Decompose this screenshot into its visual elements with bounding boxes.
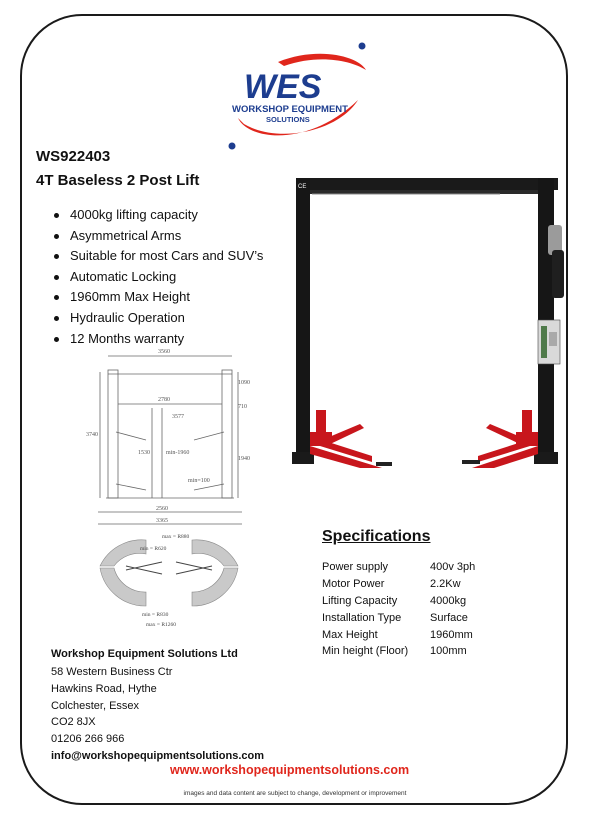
pump-tank: [552, 250, 564, 298]
feature-item: 12 Months warranty: [36, 329, 263, 350]
spec-row: [320, 593, 475, 610]
top-beam: [296, 178, 558, 190]
ce-mark: CE: [298, 184, 307, 190]
product-title: 4T Baseless 2 Post Lift: [36, 172, 200, 189]
feature-item: Asymmetrical Arms: [36, 226, 263, 247]
dim-d3: 1940: [238, 456, 250, 462]
spec-label: Power supply: [322, 561, 389, 574]
dim-height: 3740: [86, 432, 98, 438]
product-code: WS922403: [36, 148, 111, 165]
dim-d4: 1530: [138, 450, 150, 456]
spec-label: Motor Power: [322, 578, 385, 591]
left-post: [296, 178, 310, 464]
dim-mid: 3577: [172, 414, 184, 420]
company-name: Workshop Equipment Solutions Ltd: [51, 648, 238, 660]
logo-dot-bottom: [229, 143, 236, 150]
feature-item: 1960mm Max Height: [36, 287, 263, 308]
disclaimer: images and data content are subject to change, development or improvement: [183, 790, 407, 797]
spec-value: 2.2Kw: [430, 578, 461, 591]
feature-item: 4000kg lifting capacity: [36, 205, 263, 226]
spec-value: 400v 3ph: [430, 561, 476, 574]
specifications-heading: Specifications: [322, 528, 431, 545]
wes-logo: [218, 40, 376, 152]
dim-d1: 1090: [238, 380, 250, 386]
company-email[interactable]: info@workshopequipmentsolutions.com: [51, 750, 265, 762]
logo-dot-top: [359, 43, 366, 50]
spec-label: Lifting Capacity: [322, 594, 398, 607]
dim-base: 2560: [156, 506, 168, 512]
address-line: Colchester, Essex: [51, 699, 140, 712]
spec-value: 1960mm: [430, 628, 473, 641]
radius-max-r1260: max = R1260: [146, 622, 176, 628]
spec-value: Surface: [430, 611, 468, 624]
specifications-table: [320, 559, 475, 660]
technical-drawing: [86, 344, 266, 634]
lift-illustration: [282, 170, 572, 470]
radius-min-r620: min = R620: [140, 546, 167, 552]
feature-item: Automatic Locking: [36, 267, 263, 288]
spec-label: Max Height: [322, 628, 378, 641]
company-website[interactable]: www.workshopequipmentsolutions.com: [170, 763, 410, 777]
dim-d5: min-1960: [166, 450, 190, 456]
feature-item: Hydraulic Operation: [36, 308, 263, 329]
spec-label: Min height (Floor): [322, 645, 409, 658]
dim-min: min=100: [188, 478, 210, 484]
feature-item: Suitable for most Cars and SUV’s: [36, 246, 263, 267]
spec-label: Installation Type: [322, 611, 402, 624]
address-line: CO2 8JX: [51, 716, 96, 729]
dim-base2: 3365: [156, 518, 168, 524]
spec-value: 4000kg: [430, 594, 467, 607]
spec-row: [320, 559, 475, 576]
logo-line2: SOLUTIONS: [266, 115, 310, 124]
dim-inner: 2780: [158, 397, 170, 403]
logo-wordmark: WES: [244, 68, 322, 106]
address-line: 58 Western Business Ctr: [51, 666, 173, 678]
logo-line1: WORKSHOP EQUIPMENT: [232, 104, 348, 115]
dim-width: 3560: [158, 349, 170, 355]
feature-list: [36, 205, 263, 349]
radius-min-r830: min = R830: [142, 612, 169, 618]
radius-max-r880: max = R880: [162, 534, 190, 540]
spec-row: [320, 609, 475, 626]
company-phone: 01206 266 966: [51, 733, 125, 746]
company-address: [51, 664, 172, 748]
spec-value: 100mm: [430, 645, 467, 658]
spec-row: [320, 643, 475, 660]
spec-row: [320, 576, 475, 593]
dim-d2: 710: [238, 404, 247, 410]
spec-row: [320, 626, 475, 643]
address-line: Hawkins Road, Hythe: [51, 682, 157, 695]
